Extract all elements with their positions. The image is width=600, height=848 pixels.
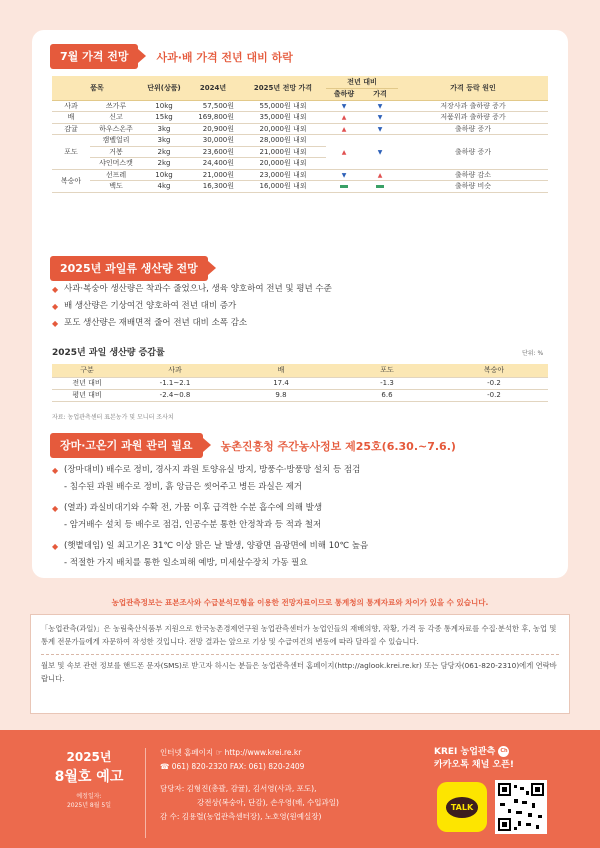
row-price-2024: 16,300원 [186, 181, 240, 193]
table-row [52, 112, 548, 124]
staff-line: 강전상(복숭아, 단감), 손우영(배, 수입과일) [197, 798, 339, 807]
row-variety: 하우스온주 [90, 123, 142, 135]
footer [0, 730, 600, 848]
volume-table-unit: 단위: % [522, 350, 544, 357]
next-issue-date: 2025년 8월 5일 [66, 802, 112, 809]
section1-subtitle: 사과·배 가격 전년 대비 하락 [156, 50, 293, 64]
row-unit: 2kg [142, 158, 186, 170]
section3-title [50, 433, 456, 458]
header-cell: 포도 [334, 364, 440, 377]
source-note: 자료: 농업관측센터 표본농가 및 모니터 조사치 [52, 414, 174, 421]
management-list [52, 462, 368, 572]
row-cause: 저장사과 출하량 증가 [398, 100, 548, 112]
row-unit: 4kg [142, 181, 186, 193]
row-cause: 출하량 비슷 [398, 181, 548, 193]
row-unit: 3kg [142, 123, 186, 135]
list-item: ◆ (햇볕데임) 일 최고기온 31℃ 이상 맑은 날 발생, 양광면 음광면에 비해 10℃ 높음 [52, 538, 368, 555]
header-unit: 단위(상품) [142, 76, 186, 100]
volume-change-table [52, 364, 548, 402]
table-row [52, 100, 548, 112]
next-issue-date-label: 예정일자: [76, 793, 102, 800]
table-row: 전년 대비 -1.1~2.1 17.4 -1.3 -0.2 [52, 377, 548, 389]
flat-bar-icon [376, 185, 384, 188]
row-unit: 15kg [142, 112, 186, 124]
row-price-2025: 35,000원 내외 [240, 112, 326, 124]
row-cause: 저품위과 출하량 증가 [398, 112, 548, 124]
row-price-2024: 169,800원 [186, 112, 240, 124]
qr-code-icon[interactable] [495, 780, 547, 834]
row-price-2024: 23,600원 [186, 146, 240, 158]
header-cell: 사과 [122, 364, 228, 377]
kakaotalk-label: TALK [446, 797, 478, 818]
diamond-icon: ◆ [52, 319, 59, 328]
website-link[interactable]: 인터넷 홈페이지 ☞ http://www.krei.re.kr [160, 748, 302, 757]
row-price-2024: 30,000원 [186, 135, 240, 147]
down-arrow-icon: ▼ [341, 102, 347, 110]
row-variety: 쓰가루 [90, 100, 142, 112]
row-group: 감귤 [52, 123, 90, 135]
down-arrow-icon: ▼ [377, 148, 383, 156]
row-price-2024: 20,900원 [186, 123, 240, 135]
diamond-icon: ◆ [52, 302, 59, 311]
next-issue [40, 748, 138, 810]
kakaotalk-icon[interactable] [437, 782, 487, 832]
table-row [52, 135, 548, 147]
row-variety: 선프레 [90, 169, 142, 181]
header-2024: 2024년 [186, 76, 240, 100]
header-item: 품목 [52, 76, 142, 100]
up-arrow-icon: ▲ [341, 114, 347, 122]
kakao-channel-heading: KREI 농업관측 Ch 카카오톡 채널 오픈! [434, 747, 514, 770]
info-paragraph: 월보 및 속보 관련 정보를 핸드폰 문자(SMS)로 받고자 하시는 분들은 농업관측센터 홈페이지(http://aglook.krei.re.kr) 또는 담당자(061-820-2310)에게 연락바랍니다. [41, 661, 557, 683]
section2-title [50, 256, 208, 281]
row-price-2025: 20,000원 내외 [240, 123, 326, 135]
row-price-2025: 21,000원 내외 [240, 146, 326, 158]
staff-line: 담당자: 김형진(총괄, 감귤), 김서영(사과, 포도), [160, 784, 317, 793]
divider [145, 748, 146, 838]
production-bullets [52, 281, 332, 332]
section3-pill: 장마·고온기 과원 관리 필요 [50, 433, 203, 458]
up-arrow-icon: ▲ [377, 171, 383, 179]
up-arrow-icon: ▲ [341, 148, 347, 156]
row-price-2024: 24,400원 [186, 158, 240, 170]
section1-pill: 7월 가격 전망 [50, 44, 138, 69]
table-row [52, 181, 548, 193]
row-price-2025: 16,000원 내외 [240, 181, 326, 193]
list-subitem: - 적절한 가지 배치를 통한 일소피해 예방, 미세살수장치 가동 필요 [64, 558, 308, 568]
phone-fax: ☎ 061) 820-2320 FAX: 061) 820-2409 [160, 762, 305, 771]
flat-bar-icon [340, 185, 348, 188]
list-subitem: - 암거배수 설치 등 배수로 점검, 인공수분 통한 안정착과 등 적과 철저 [64, 520, 322, 530]
row-variety: 신고 [90, 112, 142, 124]
section1-title [50, 44, 293, 69]
down-arrow-icon: ▼ [377, 114, 383, 122]
next-issue-year: 2025년 [66, 750, 112, 764]
table-row [52, 123, 548, 135]
supervisor-line: 감 수: 김용렬(농업관측센터장), 노호영(원예실장) [160, 812, 322, 821]
diamond-icon: ◆ [52, 504, 59, 513]
info-paragraph: 「농업관측(과일)」은 농림축산식품부 지원으로 한국농촌경제연구원 농업관측센터가 농업인들의 재배의향, 작황, 가격 등 각종 통계자료를 수집·분석한 후, 농업 및 통계 전문가들에게 자문하여 작성한 것입니다. 전망 결과는 앞으로 기상 및 수급여건의 변동에 따라 달라질 수 있습니다. [41, 624, 557, 646]
next-issue-title: 8월호 예고 [54, 769, 124, 785]
up-arrow-icon: ▲ [341, 125, 347, 133]
header-cell: 구분 [52, 364, 122, 377]
list-item: ◆ 사과·복숭아 생산량은 착과수 줄었으나, 생육 양호하여 전년 및 평년 수준 [52, 281, 332, 298]
row-group: 포도 [52, 135, 90, 170]
header-2025: 2025년 전망 가격 [240, 76, 326, 100]
down-arrow-icon: ▼ [341, 171, 347, 179]
diamond-icon: ◆ [52, 466, 59, 475]
volume-table-title: 2025년 과일 생산량 증감률 [52, 348, 165, 358]
section3-subtitle: 농촌진흥청 주간농사정보 제25호(6.30.~7.6.) [220, 439, 456, 453]
row-price-2025: 55,000원 내외 [240, 100, 326, 112]
header-cause: 가격 등락 원인 [398, 76, 548, 100]
list-item: ◆ (장마대비) 배수로 정비, 경사지 과원 토양유실 방지, 방풍수·방풍망 설치 등 점검 [52, 462, 368, 479]
row-group: 사과 [52, 100, 90, 112]
down-arrow-icon: ▼ [377, 102, 383, 110]
disclaimer-notice: 농업관측정보는 표본조사와 수급분석모형을 이용한 전망자료이므로 통계청의 통계자료와 차이가 있을 수 있습니다. [111, 598, 489, 607]
list-subitem: - 침수된 과원 배수로 정비, 흙 앙금은 씻어주고 병든 과실은 제거 [64, 482, 303, 492]
diamond-icon: ◆ [52, 542, 59, 551]
row-price-2025: 28,000원 내외 [240, 135, 326, 147]
row-variety: 캠벨얼리 [90, 135, 142, 147]
table-row [52, 169, 548, 181]
row-unit: 10kg [142, 169, 186, 181]
channel-badge-icon: Ch [498, 746, 509, 757]
header-cell: 배 [228, 364, 334, 377]
header-cell: 복숭아 [440, 364, 548, 377]
row-price-2024: 57,500원 [186, 100, 240, 112]
table-row: 평년 대비 -2.4~0.8 9.8 6.6 -0.2 [52, 389, 548, 401]
row-price-2024: 21,000원 [186, 169, 240, 181]
header-price: 가격 [362, 88, 398, 100]
list-item: ◆ 배 생산량은 기상여건 양호하여 전년 대비 증가 [52, 298, 332, 315]
row-unit: 3kg [142, 135, 186, 147]
header-yoy: 전년 대비 [326, 76, 398, 88]
row-group: 배 [52, 112, 90, 124]
header-ship: 출하량 [326, 88, 362, 100]
row-cause: 출하량 증가 [398, 123, 548, 135]
row-cause: 출하량 감소 [398, 169, 548, 181]
row-unit: 10kg [142, 100, 186, 112]
divider [41, 654, 559, 655]
row-variety: 거봉 [90, 146, 142, 158]
row-unit: 2kg [142, 146, 186, 158]
row-group: 복숭아 [52, 169, 90, 192]
price-forecast-table [52, 76, 548, 193]
contact-info [160, 746, 339, 824]
row-price-2025: 23,000원 내외 [240, 169, 326, 181]
row-variety: 샤인머스캣 [90, 158, 142, 170]
row-variety: 백도 [90, 181, 142, 193]
list-item: ◆ 포도 생산량은 재배면적 줄어 전년 대비 소폭 감소 [52, 315, 332, 332]
list-item: ◆ (열과) 과실비대기와 수확 전, 가뭄 이후 급격한 수분 흡수에 의해 발생 [52, 500, 368, 517]
down-arrow-icon: ▼ [377, 125, 383, 133]
section2-pill: 2025년 과일류 생산량 전망 [50, 256, 208, 281]
info-box [30, 614, 570, 714]
row-price-2025: 20,000원 내외 [240, 158, 326, 170]
row-cause: 출하량 증가 [398, 135, 548, 170]
diamond-icon: ◆ [52, 285, 59, 294]
